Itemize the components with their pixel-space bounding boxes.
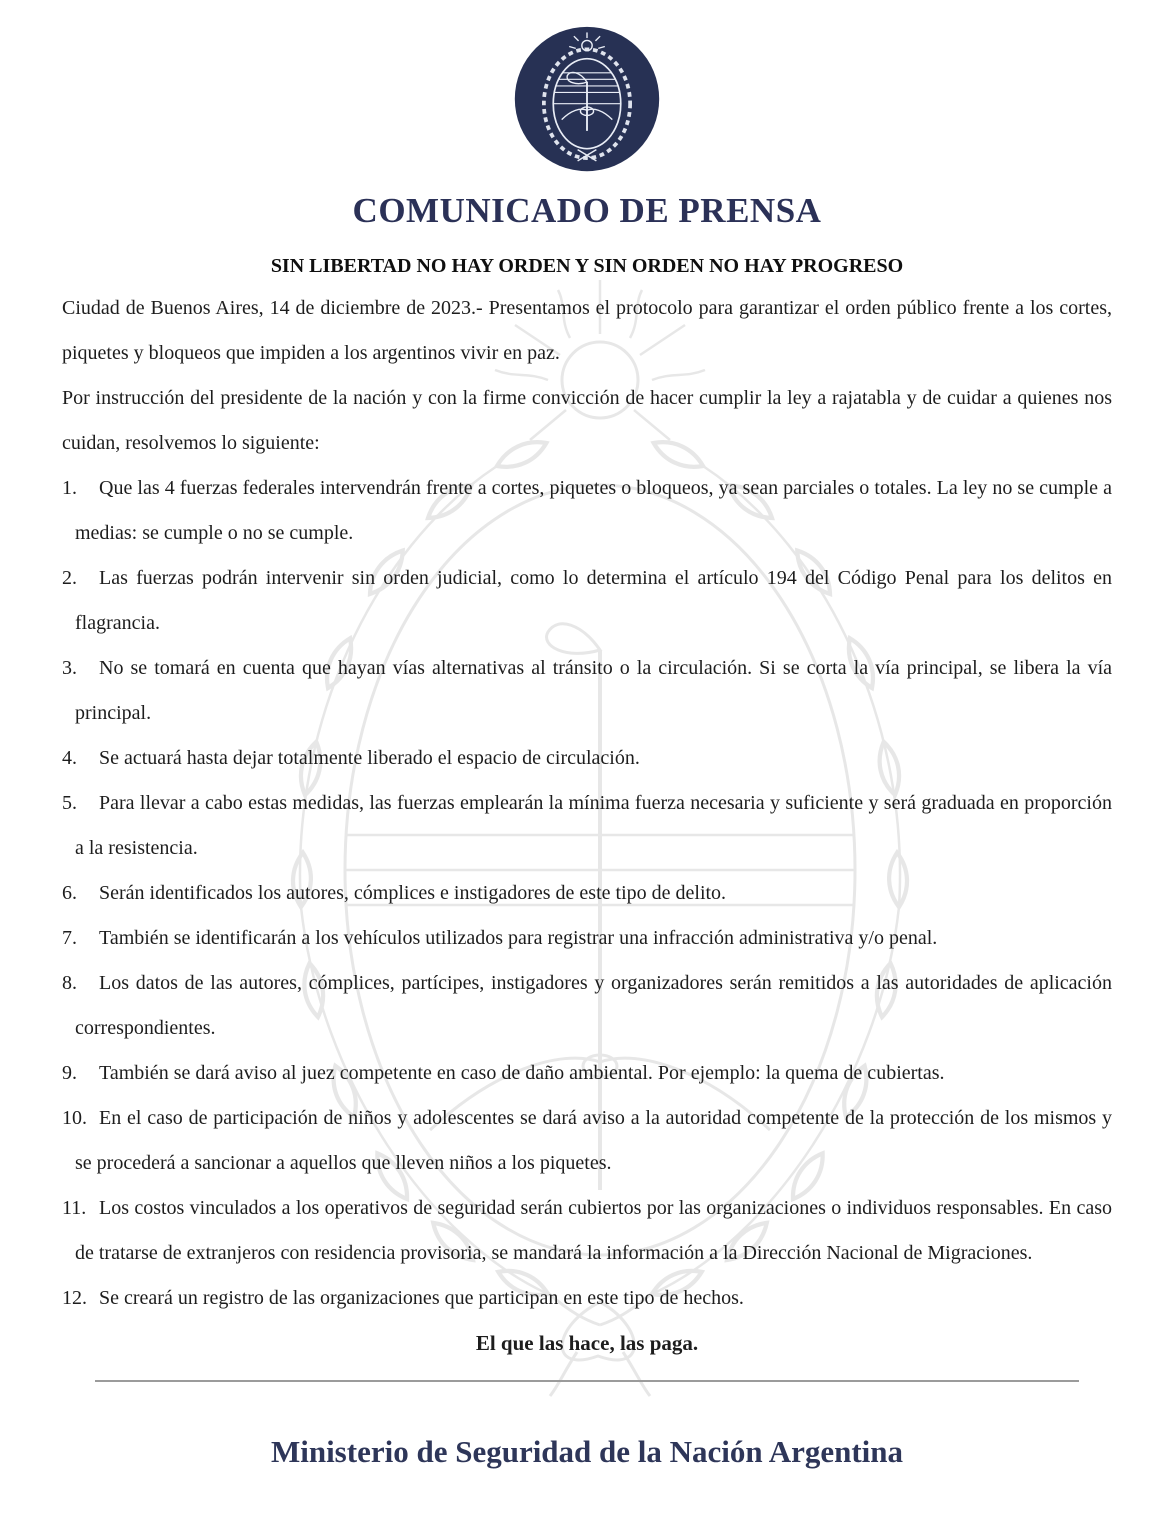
protocol-list-item bbox=[62, 1051, 1112, 1096]
protocol-list-item bbox=[62, 1186, 1112, 1276]
intro-paragraph: Por instrucción del presidente de la nación y con la firme convicción de hacer cumplir la ley a rajatabla y de cuidar a quienes nos cuidan, resolvemos lo siguiente: bbox=[62, 387, 1112, 454]
item-number: 9. bbox=[62, 1062, 77, 1084]
item-number: 11. bbox=[62, 1197, 87, 1219]
protocol-list-item bbox=[62, 646, 1112, 736]
item-number: 6. bbox=[62, 882, 77, 904]
closing-statement: El que las hace, las paga. bbox=[475, 1331, 699, 1355]
item-number: 2. bbox=[62, 567, 77, 589]
item-text: Serán identificados los autores, cómplices e instigadores de este tipo de delito. bbox=[99, 882, 727, 904]
protocol-list-item bbox=[62, 1096, 1112, 1186]
item-number: 10. bbox=[62, 1107, 87, 1129]
item-text: Los datos de las autores, cómplices, partícipes, instigadores y organizadores serán remitidos a las autoridades de aplicación correspondientes. bbox=[75, 972, 1112, 1039]
item-number: 5. bbox=[62, 792, 77, 814]
item-text: Para llevar a cabo estas medidas, las fuerzas emplearán la mínima fuerza necesaria y suficiente y será graduada en proporción a la resistencia. bbox=[75, 792, 1112, 859]
item-number: 8. bbox=[62, 972, 77, 994]
protocol-list-item bbox=[62, 736, 1112, 781]
item-text: Se actuará hasta dejar totalmente liberado el espacio de circulación. bbox=[99, 747, 640, 769]
item-number: 4. bbox=[62, 747, 77, 769]
ministry-signature: Ministerio de Seguridad de la Nación Argentina bbox=[270, 1434, 904, 1469]
ministry-logo bbox=[512, 24, 662, 174]
item-number: 12. bbox=[62, 1287, 87, 1309]
item-number: 7. bbox=[62, 927, 77, 949]
page-title: COMUNICADO DE PRENSA bbox=[352, 191, 822, 230]
document-motto: SIN LIBERTAD NO HAY ORDEN Y SIN ORDEN NO HAY PROGRESO bbox=[270, 255, 904, 277]
item-number: 3. bbox=[62, 657, 77, 679]
item-text: Que las 4 fuerzas federales intervendrán frente a cortes, piquetes o bloqueos, ya sean parciales o totales. La ley no se cumple a medias: se cumple o no se cumple. bbox=[75, 477, 1112, 544]
item-text: También se identificarán a los vehículos utilizados para registrar una infracción administrativa y/o penal. bbox=[99, 927, 938, 949]
protocol-list-item bbox=[62, 466, 1112, 556]
item-text: En el caso de participación de niños y adolescentes se dará aviso a la autoridad competente de la protección de los mismos y se procederá a sancionar a aquellos que lleven niños a los piquetes. bbox=[75, 1107, 1112, 1174]
protocol-list-item bbox=[62, 961, 1112, 1051]
divider bbox=[95, 1380, 1079, 1382]
item-text: No se tomará en cuenta que hayan vías alternativas al tránsito o la circulación. Si se corta la vía principal, se libera la vía principal. bbox=[75, 657, 1112, 724]
item-text: Las fuerzas podrán intervenir sin orden judicial, como lo determina el artículo 194 del Código Penal para los delitos en flagrancia. bbox=[75, 567, 1112, 634]
argentina-coat-of-arms-icon bbox=[512, 24, 662, 174]
item-text: También se dará aviso al juez competente en caso de daño ambiental. Por ejemplo: la quema de cubiertas. bbox=[99, 1062, 945, 1084]
protocol-list bbox=[62, 466, 1112, 1321]
protocol-list-item bbox=[62, 556, 1112, 646]
item-number: 1. bbox=[62, 477, 77, 499]
item-text: Se creará un registro de las organizaciones que participan en este tipo de hechos. bbox=[99, 1287, 744, 1309]
protocol-list-item bbox=[62, 781, 1112, 871]
protocol-list-item bbox=[62, 916, 1112, 961]
intro-paragraphs bbox=[62, 286, 1112, 466]
protocol-list-item bbox=[62, 1276, 1112, 1321]
protocol-list-item bbox=[62, 871, 1112, 916]
item-text: Los costos vinculados a los operativos de seguridad serán cubiertos por las organizaciones o individuos responsables. En caso de tratarse de extranjeros con residencia provisoria, se mandará la información a la Dirección Nacional de Migraciones. bbox=[75, 1197, 1112, 1264]
intro-paragraph: Ciudad de Buenos Aires, 14 de diciembre de 2023.- Presentamos el protocolo para garantizar el orden público frente a los cortes, piquetes y bloqueos que impiden a los argentinos vivir en paz. bbox=[62, 297, 1112, 364]
